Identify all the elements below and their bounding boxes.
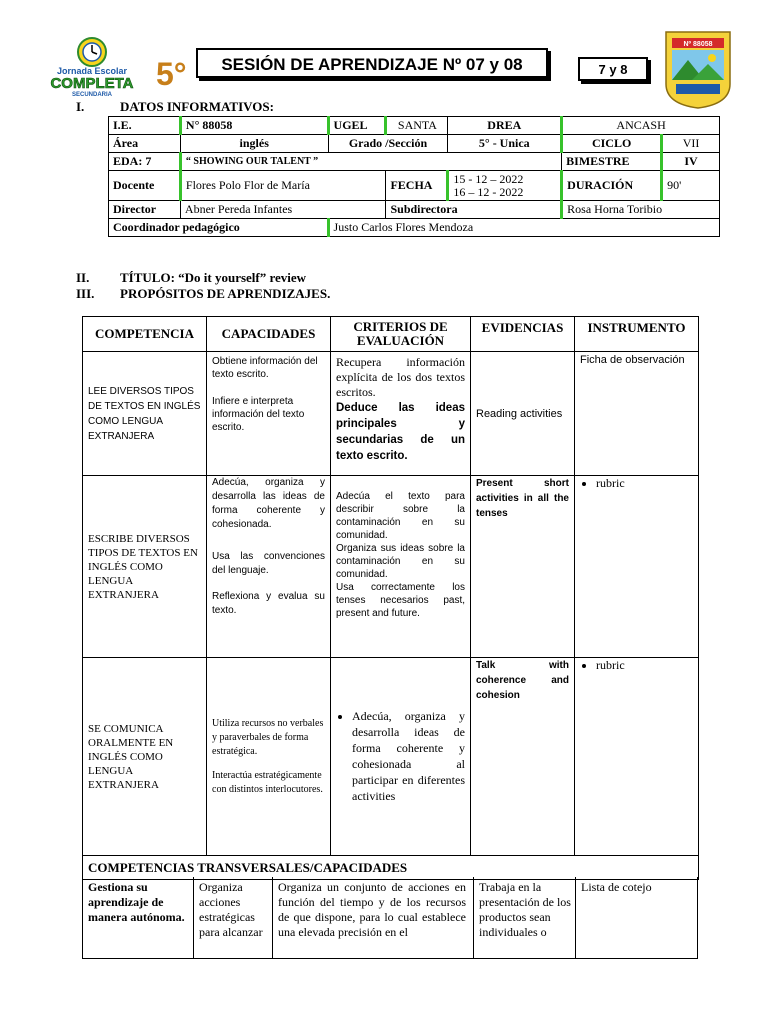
instrumento-escribe: • rubric [575,476,699,658]
evidencia-escribe: Present short activities in all the tenses [471,476,575,658]
header-instrumento: INSTRUMENTO [575,317,699,352]
transversal-competencia: Gestiona su aprendizaje de manera autónoma. [88,880,185,924]
grado-label: Grado /Sección [328,135,448,153]
header-evidencias: EVIDENCIAS [471,317,575,352]
col-divider [473,877,474,959]
competencia-escribe: ESCRIBE DIVERSOS TIPOS DE TEXTOS EN INGLÉS COMO LENGUA EXTRANJERA [83,476,207,658]
area-label: Área [109,135,181,153]
svg-text:Nº 88058: Nº 88058 [683,41,713,48]
ciclo-label: CICLO [562,135,662,153]
subdirectora-value: Rosa Horna Toribio [562,201,720,219]
director-value: Abner Pereda Infantes [180,201,386,219]
instrumento-comunica: • rubric [575,658,699,856]
docente-value: Flores Polo Flor de María [180,171,386,201]
evidencia-comunica: Talk with coherence and cohesion [471,658,575,856]
area-value: inglés [180,135,328,153]
drea-value: ANCASH [562,117,720,135]
ciclo-value: VII [662,135,720,153]
school-logo [42,36,142,98]
fecha-value: 15 - 12 – 2022 16 – 12 - 2022 [448,171,562,201]
ie-label: I.E. [109,117,181,135]
col-divider [575,877,576,959]
school-crest [662,28,734,110]
criterios-lee: Recupera información explícita de los dos textos escritos. Deduce las ideas principales y secundarias de un texto escrito. [331,352,471,476]
evidencia-lee: Reading activities [471,352,575,476]
transversal-capacidad: Organiza acciones estratégicas para alcanzar [199,880,263,939]
coordinador-label: Coordinador pedagógico [109,219,329,237]
capacidades-escribe: Adecúa, organiza y desarrolla las ideas de forma coherente y cohesionada. Usa las convenciones del lenguaje. Reflexiona y evalua su texto. [207,476,331,658]
bimestre-label: BIMESTRE [562,153,662,171]
competencia-lee: LEE DIVERSOS TIPOS DE TEXTOS EN INGLÉS COMO LENGUA EXTRANJERA [83,352,207,476]
col-divider [193,877,194,959]
svg-text:Jornada Escolar: Jornada Escolar [56,66,128,76]
grade-label: 5° [156,56,187,92]
section-1-heading: I. DATOS INFORMATIVOS: [76,99,274,114]
director-label: Director [109,201,181,219]
criterios-escribe: Adecúa el texto para describir sobre la contaminación en su comunidad. Organiza sus ideas sobre la contaminación en su comunidad. Usa correctamente los tenses necesarios past, present and future. [331,476,471,658]
transversal-evidencia: Trabaja en la presentación de los productos sean individuales o [479,880,571,939]
ugel-value: SANTA [386,117,448,135]
duracion-label: DURACIÓN [562,171,662,201]
subdirectora-label: Subdirectora [386,201,562,219]
transversal-criterio: Organiza un conjunto de acciones en función del tiempo y de los recursos de que dispone, para lo cual establece una elevada precisión en el [278,880,466,939]
col-divider [272,877,273,959]
transversal-instrumento: Lista de cotejo [581,880,652,894]
eda-value: “ SHOWING OUR TALENT ” [180,153,561,171]
header-competencia: COMPETENCIA [83,317,207,352]
session-number-box: 7 y 8 [578,57,648,81]
ugel-label: UGEL [328,117,386,135]
drea-label: DREA [448,117,562,135]
instrumento-lee: Ficha de observación [575,352,699,476]
ie-value: N° 88058 [180,117,328,135]
header-capacidades: CAPACIDADES [207,317,331,352]
transversal-header: COMPETENCIAS TRANSVERSALES/CAPACIDADES [83,856,699,880]
capacidades-comunica: Utiliza recursos no verbales y paraverbales de forma estratégica. Interactúa estratégicamente con distintos interlocutores. [207,658,331,856]
section-2-heading: II. TÍTULO: “Do it yourself” review [76,270,307,285]
svg-text:COMPLETA: COMPLETA [50,75,134,92]
docente-label: Docente [109,171,181,201]
purposes-table [82,316,699,880]
criterios-comunica: • Adecúa, organiza y desarrolla ideas de forma coherente y cohesionada al participar en diferentes activities [331,658,471,856]
duracion-value: 90' [662,171,720,201]
grado-value: 5° - Unica [448,135,562,153]
capacidades-lee: Obtiene información del texto escrito. Infiere e interpreta información del texto escrito. [207,352,331,476]
header-criterios: CRITERIOS DE EVALUACIÓN [331,317,471,352]
fecha-label: FECHA [386,171,448,201]
coordinador-value: Justo Carlos Flores Mendoza [328,219,719,237]
info-table [108,116,720,237]
svg-text:SECUNDARIA: SECUNDARIA [71,92,113,98]
transversal-row [82,877,698,959]
section-3-heading: III. PROPÓSITOS DE APRENDIZAJES. [76,286,331,301]
bimestre-value: IV [662,153,720,171]
eda-label: EDA: 7 [109,153,181,171]
page-title: SESIÓN DE APRENDIZAJE Nº 07 y 08 [196,48,548,78]
competencia-comunica: SE COMUNICA ORALMENTE EN INGLÉS COMO LENGUA EXTRANJERA [83,658,207,856]
